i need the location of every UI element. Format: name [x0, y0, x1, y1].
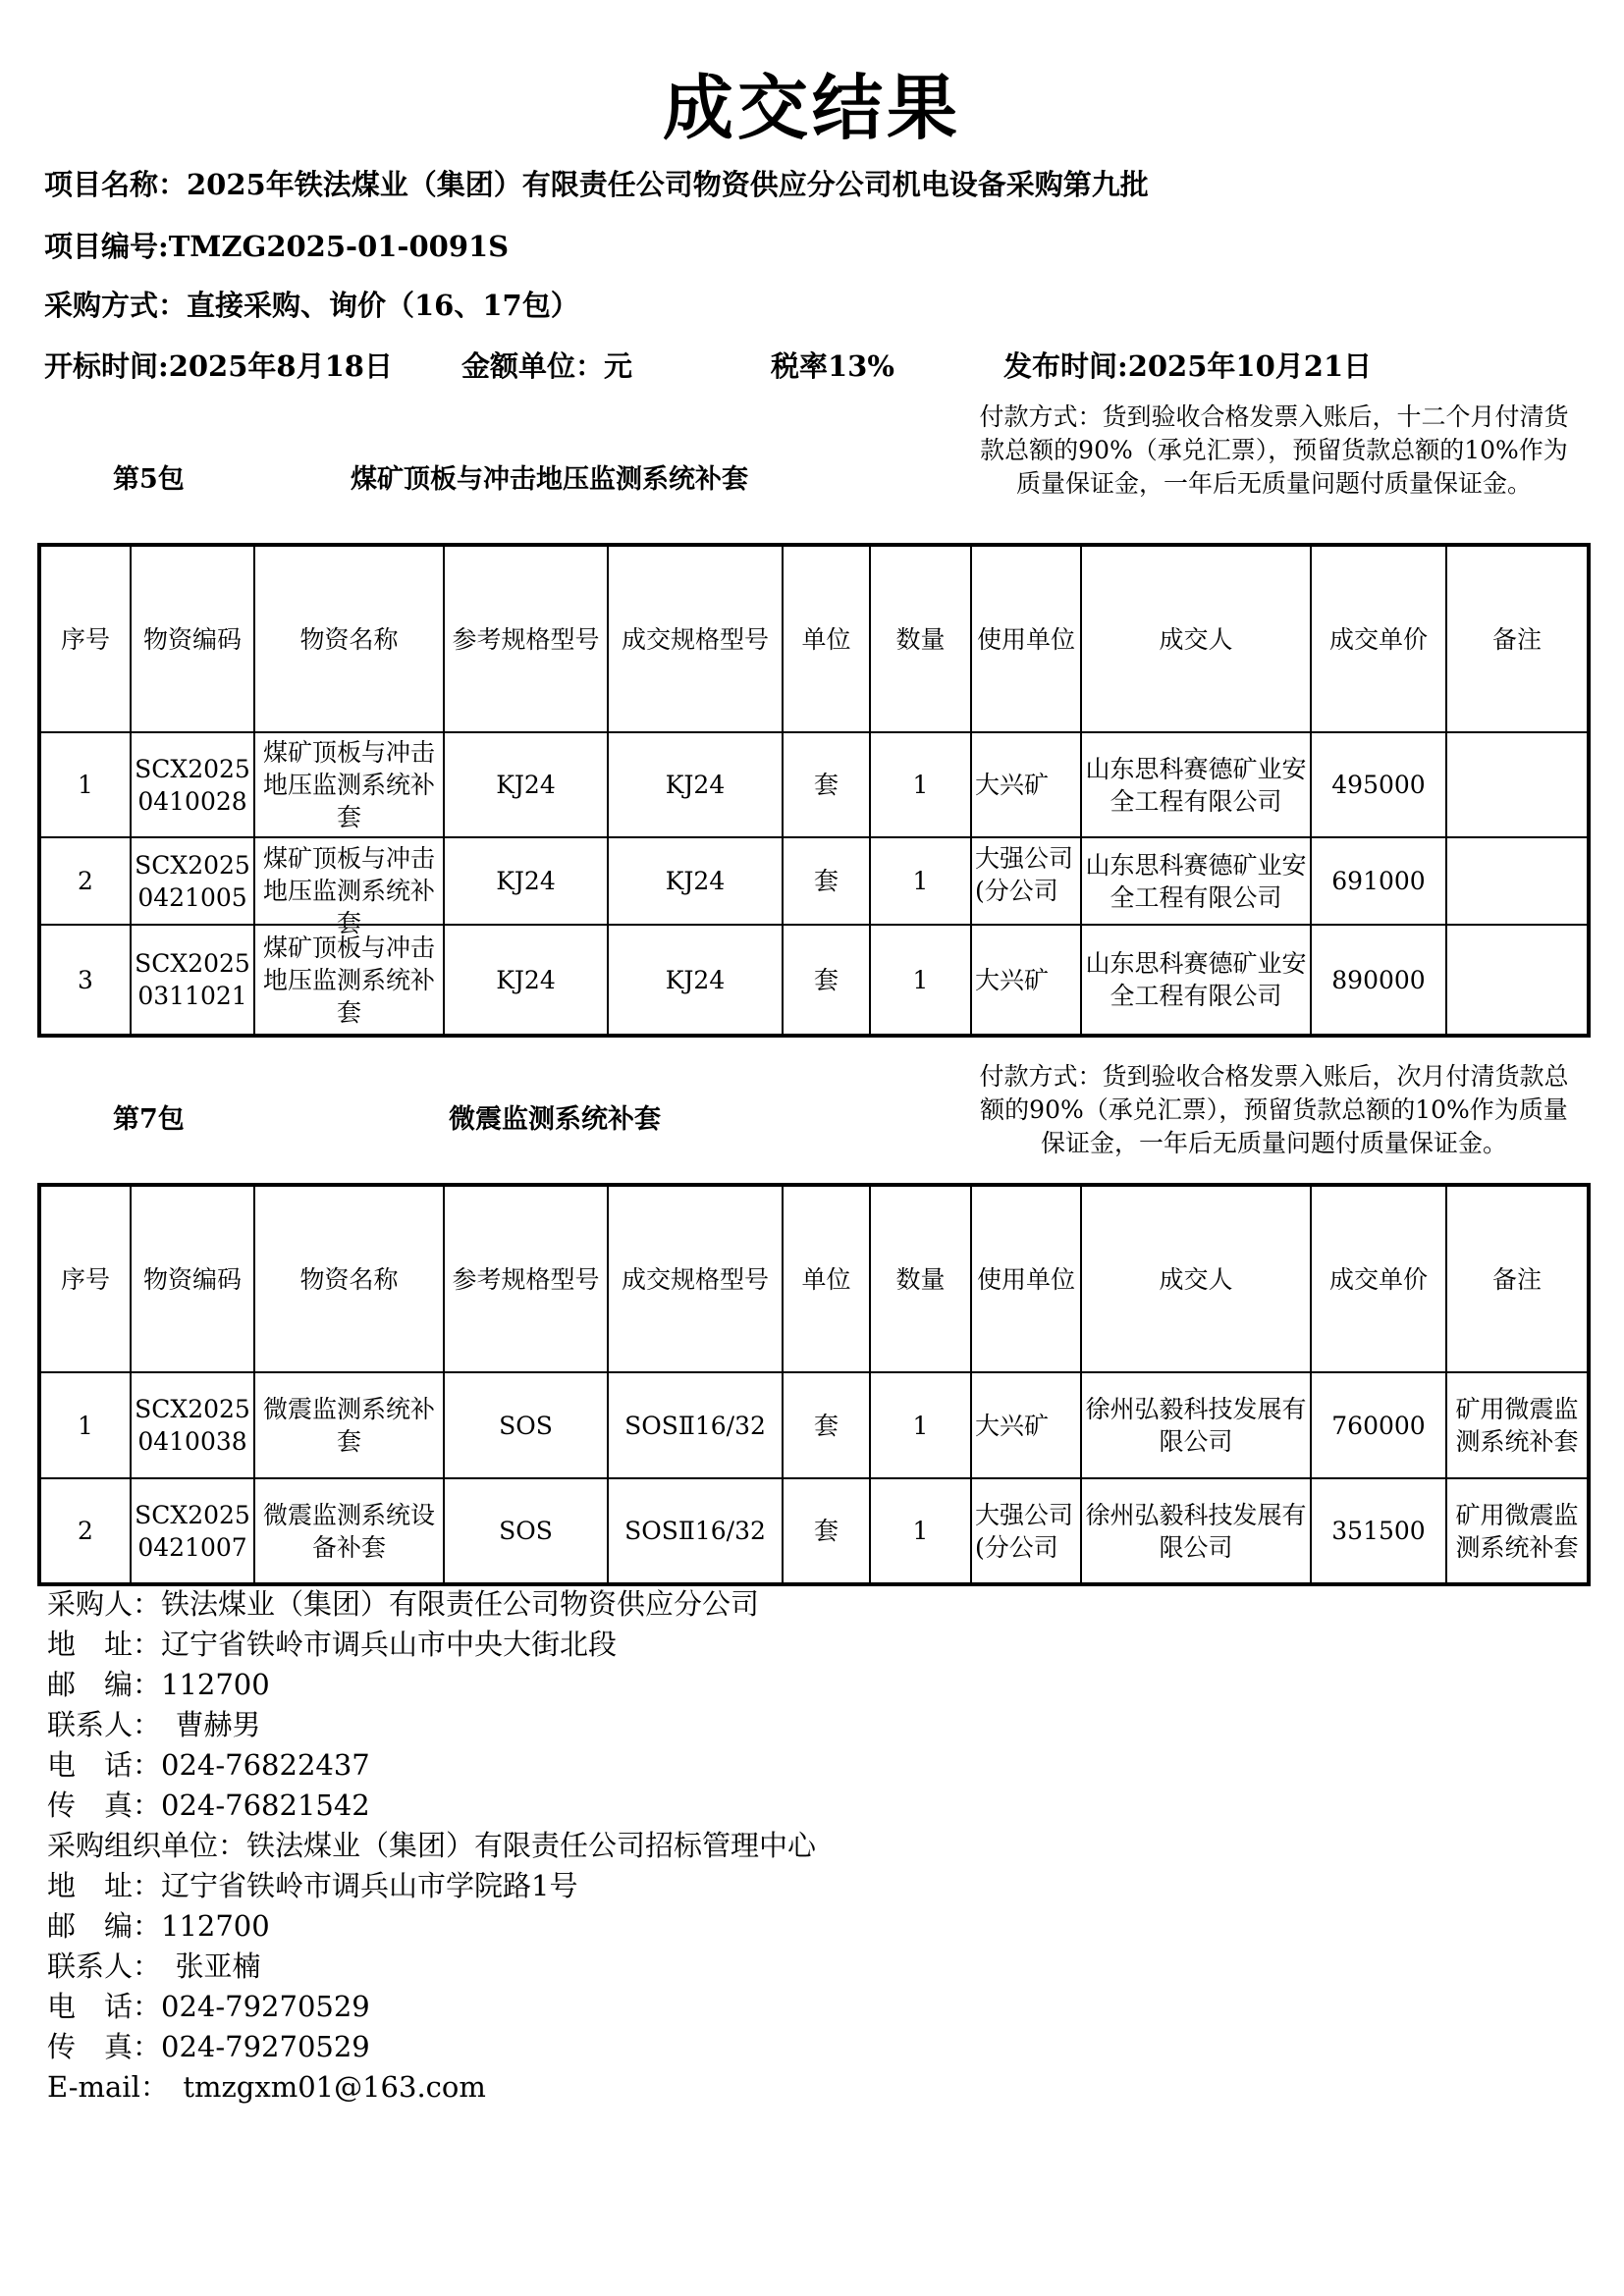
cell-remark — [1446, 732, 1589, 837]
cell-qty: 1 — [870, 837, 971, 925]
meta-row — [0, 345, 1624, 384]
cell-seq: 2 — [39, 1478, 131, 1584]
cell-deal-spec: KJ24 — [608, 837, 783, 925]
package-7-table — [37, 1183, 1591, 1586]
amount-unit: 金额单位：元 — [461, 349, 633, 383]
cell-supplier: 山东思科赛德矿业安全工程有限公司 — [1081, 732, 1311, 837]
col-header: 物资名称 — [254, 1185, 444, 1372]
table-row — [39, 925, 1589, 1036]
col-header: 成交单价 — [1311, 1185, 1446, 1372]
col-header: 单位 — [783, 545, 870, 732]
col-header: 参考规格型号 — [444, 545, 608, 732]
col-header: 成交规格型号 — [608, 545, 783, 732]
col-header: 物资编码 — [131, 545, 254, 732]
package-7-name: 微震监测系统补套 — [449, 1104, 661, 1135]
col-header: 使用单位 — [971, 545, 1081, 732]
cell-ref-spec: SOS — [444, 1478, 608, 1584]
cell-material: 煤矿顶板与冲击地压监测系统补套 — [254, 925, 444, 1036]
col-header: 成交规格型号 — [608, 1185, 783, 1372]
col-header: 物资名称 — [254, 545, 444, 732]
cell-remark: 矿用微震监测系统补套 — [1446, 1478, 1589, 1584]
cell-qty: 1 — [870, 925, 971, 1036]
col-header: 物资编码 — [131, 1185, 254, 1372]
col-header: 数量 — [870, 1185, 971, 1372]
purchaser-address: 地 址：辽宁省铁岭市调兵山市中央大街北段 — [47, 1628, 618, 1661]
cell-price: 760000 — [1311, 1372, 1446, 1478]
purchaser-fax: 传 真：024-76821542 — [47, 1789, 370, 1822]
cell-remark — [1446, 837, 1589, 925]
package-5-label: 第5包 — [113, 464, 185, 495]
cell-ref-spec: KJ24 — [444, 837, 608, 925]
col-header: 使用单位 — [971, 1185, 1081, 1372]
table-row — [39, 1478, 1589, 1584]
cell-qty: 1 — [870, 1478, 971, 1584]
cell-deal-spec: SOSⅡ16/32 — [608, 1478, 783, 1584]
cell-price: 691000 — [1311, 837, 1446, 925]
tax-rate: 税率13% — [771, 349, 894, 383]
project-number: 项目编号:TMZG2025-01-0091S — [44, 230, 510, 263]
col-header: 单位 — [783, 1185, 870, 1372]
cell-unit: 套 — [783, 732, 870, 837]
cell-user: 大兴矿 — [971, 732, 1081, 837]
col-header: 备注 — [1446, 1185, 1589, 1372]
cell-code: SCX20250410038 — [131, 1372, 254, 1478]
cell-code: SCX20250421007 — [131, 1478, 254, 1584]
cell-seq: 3 — [39, 925, 131, 1036]
cell-user: 大兴矿 — [971, 1372, 1081, 1478]
col-header: 参考规格型号 — [444, 1185, 608, 1372]
organizer-contact: 联系人： 张亚楠 — [47, 1949, 261, 1983]
cell-unit: 套 — [783, 925, 870, 1036]
cell-qty: 1 — [870, 1372, 971, 1478]
purchaser-contact: 联系人： 曹赫男 — [47, 1708, 261, 1741]
col-header: 数量 — [870, 545, 971, 732]
cell-code: SCX20250410028 — [131, 732, 254, 837]
cell-deal-spec: KJ24 — [608, 732, 783, 837]
cell-seq: 2 — [39, 837, 131, 925]
organizer-email: E-mail： tmzgxm01@163.com — [47, 2070, 486, 2104]
cell-seq: 1 — [39, 1372, 131, 1478]
cell-code: SCX20250311021 — [131, 925, 254, 1036]
project-name: 项目名称：2025年铁法煤业（集团）有限责任公司物资供应分公司机电设备采购第九批 — [44, 168, 1149, 201]
cell-price: 351500 — [1311, 1478, 1446, 1584]
open-time: 开标时间:2025年8月18日 — [44, 349, 393, 383]
cell-supplier: 山东思科赛德矿业安全工程有限公司 — [1081, 837, 1311, 925]
cell-material: 微震监测系统设备补套 — [254, 1478, 444, 1584]
organizer-postcode: 邮 编：112700 — [47, 1909, 270, 1943]
cell-price: 495000 — [1311, 732, 1446, 837]
package-5-table — [37, 543, 1591, 1038]
organizer-fax: 传 真：024-79270529 — [47, 2030, 370, 2063]
contact-block — [47, 1584, 816, 2108]
cell-remark: 矿用微震监测系统补套 — [1446, 1372, 1589, 1478]
cell-ref-spec: KJ24 — [444, 925, 608, 1036]
cell-user: 大兴矿 — [971, 925, 1081, 1036]
cell-code: SCX20250421005 — [131, 837, 254, 925]
cell-seq: 1 — [39, 732, 131, 837]
cell-ref-spec: SOS — [444, 1372, 608, 1478]
table-header-row — [39, 545, 1589, 732]
cell-remark — [1446, 925, 1589, 1036]
cell-supplier: 徐州弘毅科技发展有限公司 — [1081, 1478, 1311, 1584]
col-header: 成交人 — [1081, 545, 1311, 732]
cell-material: 微震监测系统补套 — [254, 1372, 444, 1478]
organizer: 采购组织单位：铁法煤业（集团）有限责任公司招标管理中心 — [47, 1829, 817, 1862]
cell-supplier: 山东思科赛德矿业安全工程有限公司 — [1081, 925, 1311, 1036]
col-header: 成交单价 — [1311, 545, 1446, 732]
page-title: 成交结果 — [662, 67, 961, 149]
purchaser-postcode: 邮 编：112700 — [47, 1668, 270, 1701]
package-7-payment-terms: 付款方式：货到验收合格发票入账后，次月付清货款总额的90%（承兑汇票），预留货款总额的10%作为质量保证金，一年后无质量问题付质量保证金。 — [979, 1062, 1569, 1157]
table-header-row — [39, 1185, 1589, 1372]
col-header: 序号 — [39, 1185, 131, 1372]
cell-unit: 套 — [783, 1372, 870, 1478]
cell-unit: 套 — [783, 837, 870, 925]
cell-unit: 套 — [783, 1478, 870, 1584]
cell-material: 煤矿顶板与冲击地压监测系统补套 — [254, 732, 444, 837]
col-header: 序号 — [39, 545, 131, 732]
publish-time: 发布时间:2025年10月21日 — [1003, 349, 1373, 383]
purchaser: 采购人：铁法煤业（集团）有限责任公司物资供应分公司 — [47, 1587, 760, 1621]
cell-price: 890000 — [1311, 925, 1446, 1036]
col-header: 备注 — [1446, 545, 1589, 732]
cell-user-text: 大强公司(分公司 — [975, 843, 1074, 905]
cell-supplier: 徐州弘毅科技发展有限公司 — [1081, 1372, 1311, 1478]
col-header: 成交人 — [1081, 1185, 1311, 1372]
cell-deal-spec: SOSⅡ16/32 — [608, 1372, 783, 1478]
package-7-label: 第7包 — [113, 1104, 185, 1135]
package-5-name: 煤矿顶板与冲击地压监测系统补套 — [351, 464, 748, 495]
organizer-phone: 电 话：024-79270529 — [47, 1990, 370, 2023]
cell-user: 大强公司(分公司 — [971, 1478, 1081, 1584]
organizer-address: 地 址：辽宁省铁岭市调兵山市学院路1号 — [47, 1869, 578, 1902]
cell-user — [971, 837, 1081, 925]
table-row — [39, 732, 1589, 837]
cell-ref-spec: KJ24 — [444, 732, 608, 837]
package-5-payment-terms: 付款方式：货到验收合格发票入账后，十二个月付清货款总额的90%（承兑汇票），预留货款总额的10%作为质量保证金，一年后无质量问题付质量保证金。 — [979, 402, 1569, 498]
cell-deal-spec: KJ24 — [608, 925, 783, 1036]
cell-material-text: 煤矿顶板与冲击地压监测系统补套 — [262, 843, 435, 937]
procurement-method: 采购方式：直接采购、询价（16、17包） — [44, 289, 579, 322]
table-row — [39, 837, 1589, 925]
cell-material — [254, 837, 444, 937]
purchaser-phone: 电 话：024-76822437 — [47, 1748, 370, 1782]
table-row — [39, 1372, 1589, 1478]
cell-qty: 1 — [870, 732, 971, 837]
